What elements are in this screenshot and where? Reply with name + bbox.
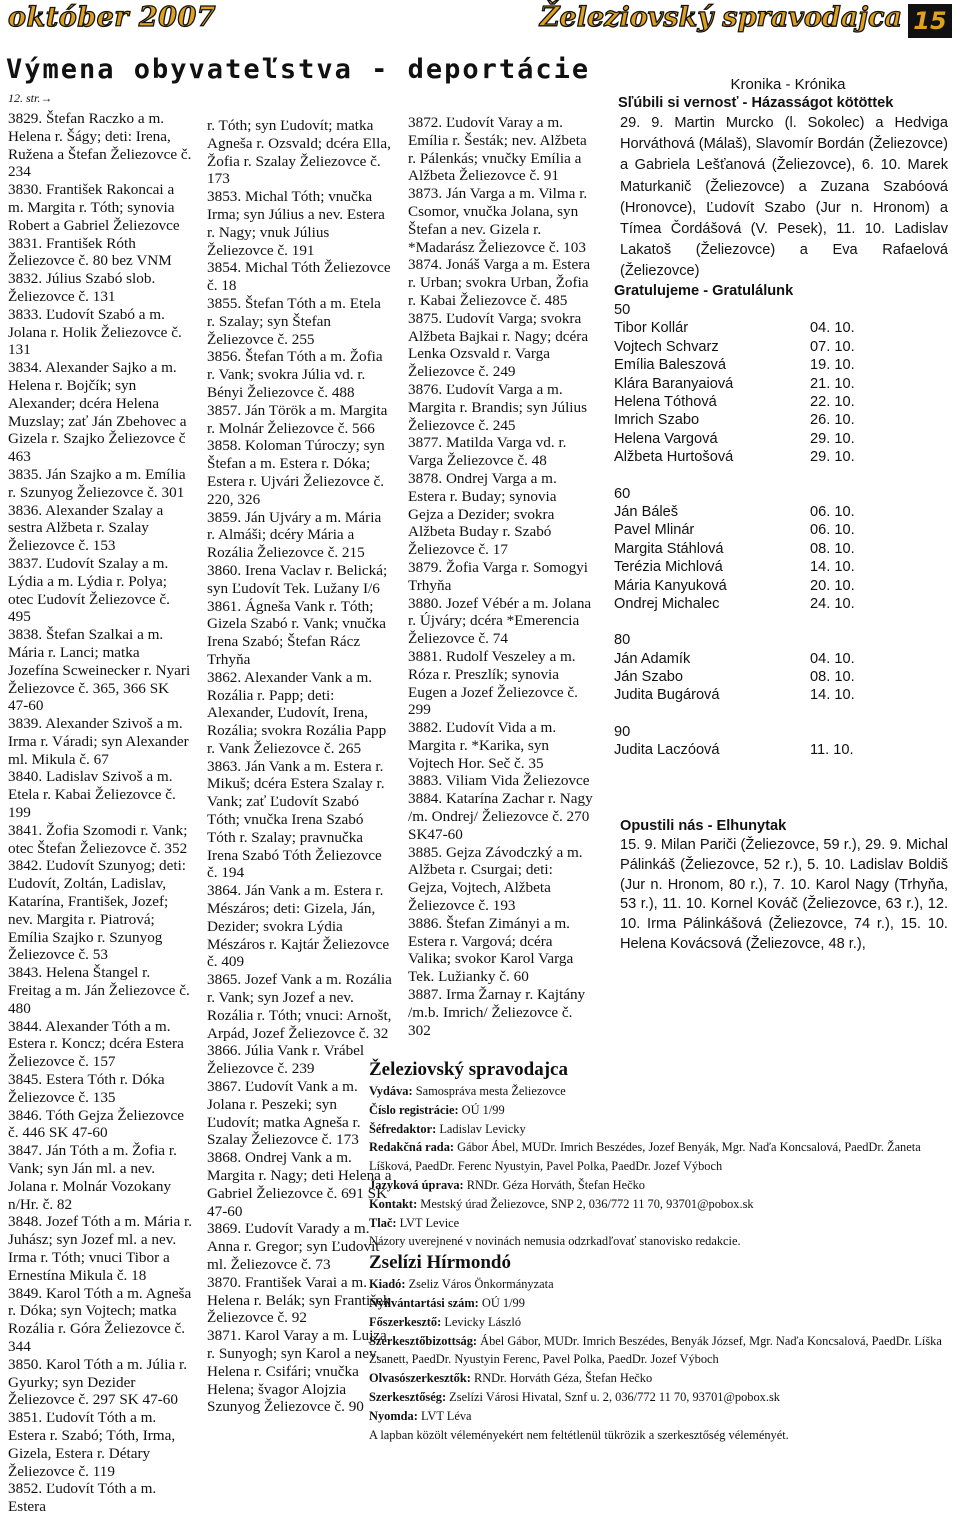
entry-item: 3881. Rudolf Veszeley a m. Róza r. Preszlík; synovia Eugen a Jozef Želiezovce č. 299 [408, 647, 578, 719]
impressum-label: Szerkesztőség: [369, 1389, 447, 1404]
impressum-label: Kontakt: [369, 1196, 418, 1211]
entry-item: 3876. Ľudovít Varga a m. Margita r. Brandis; syn Július Želiezovce č. 245 [408, 380, 588, 434]
birthday-date: 29. 10. [810, 449, 855, 466]
birthday-name: Helena Tóthová [614, 393, 717, 410]
impressum-row [369, 1195, 959, 1214]
entry-item: 3879. Žofia Varga r. Somogyi Trhyňa [408, 558, 588, 594]
birthday-row [614, 319, 948, 337]
entry-item: 3839. Alexander Szivoš a m. Irma r. Váradi; syn Alexander ml. Mikula č. 67 [8, 715, 189, 768]
birthday-row [614, 430, 948, 448]
entry-item: 3845. Estera Tóth r. Dóka Želiezovce č. 135 [8, 1071, 165, 1106]
birthday-date: 04. 10. [810, 320, 855, 337]
weddings-text: 29. 9. Martin Murcko (l. Sokolec) a Hedviga Horváthová (Málaš), Slavomír Bordán (Želiezovce) a Gabriela Lešťanová (Želiezovce), 6. 10. Marek Maturkanič (Želiezovce) a Zuzana Szabóová (Hronovce), Ľudovít Szabo (Jur n. Hronom) a Tímea Čordášová (V. Pesek), 11. 10. Ladislav Lakatoš (Želiezovce) a Eva Rafaelová (Želiezovce) [620, 115, 948, 280]
birthday-name: Imrich Szabo [614, 412, 700, 429]
impressum-label: Szerkesztőbizottság: [369, 1333, 478, 1348]
entry-item: 3868. Ondrej Vank a m. Margita r. Nagy; deti Helena a Gabriel Želiezovce č. 691 SK 47-60 [207, 1149, 392, 1220]
impressum-row [369, 1120, 959, 1139]
impressum-sk-note: Názory uverejnené v novinách nemusia odzrkadľovať stanovisko redakcie. [369, 1234, 741, 1249]
impressum [369, 1058, 959, 1444]
impressum-row [369, 1407, 959, 1426]
entry-item: 3854. Michal Tóth Želiezovce č. 18 [207, 259, 391, 295]
obituaries-text: 15. 9. Milan Pariči (Želiezovce, 59 r.), 29. 9. Michal Pálinkáš (Želiezovce, 52 r.), 5. 10. Ladislav Boldiš (Jur n. Hronom, 80 r.), 7. 10. Karol Nagy (Trhyňa, 53 r.), 11. 10. Kornel Kováč (Želiezovce, 63 r.), 12. 10. Irma Pálinkášová (Želiezovce, 74 r.), 15. 10. Helena Kovácsová (Želiezovce, 48 r.), [620, 837, 948, 952]
page-header [0, 0, 960, 44]
entry-item: 3851. Ľudovít Tóth a m. Estera r. Szabó; Tóth, Irma, Gizela, Estera r. Détary Želiezovce č. 119 [8, 1409, 176, 1480]
entry-item: 3861. Ágneša Vank r. Tóth; Gizela Szabó r. Vank; vnučka Irena Szabó; Štefan Rácz Trhyňa [207, 597, 386, 668]
weddings-heading: Sľúbili si vernosť - Házasságot kötöttek [618, 95, 894, 111]
birthday-date: 08. 10. [810, 540, 855, 557]
birthday-name: Pavel Mlinár [614, 522, 695, 539]
impressum-row [369, 1082, 959, 1101]
impressum-value: RNDr. Horváth Géza, Štefan Hečko [470, 1371, 653, 1386]
birthday-name: Ondrej Michalec [614, 595, 720, 612]
impressum-label: Redakčná rada: [369, 1140, 455, 1155]
birthday-group [614, 301, 948, 467]
entry-item: 3847. Ján Tóth a m. Žofia r. Vank; syn Ján ml. a nev. Jolana r. Molnár Vozokany n/Hr. č. 82 [8, 1142, 177, 1213]
birthday-name: Vojtech Schvarz [614, 338, 719, 355]
birthday-name: Klára Baranyaiová [614, 375, 734, 392]
impressum-label: Nyilvántartási szám: [369, 1295, 479, 1310]
impressum-value: Mestský úrad Želiezovce, SNP 2, 036/772 11 70, 93701@pobox.sk [417, 1196, 754, 1211]
entry-item: 3841. Žofia Szomodi r. Vank; otec Štefan Želiezovce č. 352 [8, 821, 188, 857]
birthday-date: 14. 10. [810, 687, 855, 704]
impressum-row [369, 1388, 959, 1407]
entry-item: 3871. Karol Varay a m. Lujza r. Sunyogh; syn Karol a nev. Helena r. Csifári; vnučka Helena; švagor Alojzia Szunyog Želiezovce č. 90 [207, 1327, 387, 1416]
birthday-row [614, 540, 948, 558]
entry-item: 3843. Helena Štangel r. Freitag a m. Ján Želiezovce č. 480 [8, 964, 190, 1017]
entry-item: 3858. Koloman Túroczy; syn Štefan a m. Estera r. Dóka; Estera r. Ujvári Želiezovce č. 220, 326 [207, 437, 385, 508]
birthday-name: Tibor Kollár [614, 320, 689, 337]
impressum-label: Tlač: [369, 1215, 397, 1230]
impressum-label: Jazyková úprava: [369, 1177, 464, 1192]
impressum-value: Samospráva mesta Želiezovce [412, 1084, 566, 1098]
birthday-row [614, 375, 948, 393]
birthday-date: 26. 10. [810, 412, 855, 429]
entry-item: 3855. Štefan Tóth a m. Etela r. Szalay; syn Štefan Želiezovce č. 255 [207, 294, 381, 348]
birthday-name: Mária Kanyuková [614, 577, 727, 594]
entry-item: r. Tóth; syn Ľudovít; matka Agneša r. Ozsvald; dcéra Ella, Žofia r. Szalay Želiezovce č. 173 [207, 117, 391, 188]
birthday-name: Terézia Michlová [614, 559, 723, 576]
entry-item: 3883. Viliam Vida Želiezovce [408, 772, 590, 790]
birthday-row [614, 595, 948, 613]
impressum-row [369, 1275, 959, 1294]
entry-item: 3873. Ján Varga a m. Vilma r. Csomor, vnučka Jolana, syn Štefan a nev. Gizela r. *Madarász Želiezovce č. 103 [408, 185, 588, 256]
entry-item: 3882. Ľudovít Vida a m. Margita r. *Karika, syn Vojtech Hor. Seč č. 35 [408, 719, 557, 772]
impressum-value: Ábel Gábor, MUDr. Imrich Beszédes, Benyák József, Mgr. Naďa Koncsalová, PaedDr. Líška Zsanett, PaedDr. Nyustyin Ferenc, Pavel Polka, PaedDr. Jozef Výboch [369, 1333, 942, 1367]
impressum-label: Šéfredaktor: [369, 1121, 437, 1136]
entry-item: 3852. Ľudovít Tóth a m. Estera [8, 1480, 157, 1516]
birthday-date: 06. 10. [810, 503, 855, 520]
entry-item: 3885. Gejza Závodczký a m. Alžbeta r. Csurgai; deti: Gejza, Vojtech, Alžbeta Želiezovce č. 193 [408, 843, 583, 915]
page-number: 15 [908, 4, 952, 38]
impressum-sk-title: Železiovský spravodajca [369, 1059, 568, 1080]
entries-column-3 [408, 114, 593, 1039]
entry-item: 3830. František Rakoncai a m. Margita r. Tóth; synovia Robert a Gabriel Želiezovce [8, 181, 180, 234]
entry-item: 3875. Ľudovít Varga; svokra Alžbeta Bajkai r. Nagy; dcéra Lenka Ozsvald r. Varga Želiezovce č. 249 [408, 309, 589, 381]
impressum-hu-rows [369, 1275, 959, 1425]
entry-item: 3848. Jozef Tóth a m. Mária r. Juhász; syn Jozef ml. a nev. Irma r. Tóth; vnuci Tibor a Ernestína Mikula č. 18 [8, 1213, 193, 1284]
continued-from-note: 12. str.→ [8, 91, 53, 105]
entry-item: 3884. Katarína Zachar r. Nagy /m. Ondrej/ Želiezovce č. 270 SK47-60 [408, 790, 593, 843]
entry-item: 3865. Jozef Vank a m. Rozália r. Vank; syn Jozef a nev. Rozália r. Tóth; vnuci: Arnošt, Arpád, Jozef Želiezovce č. 32 [207, 971, 392, 1042]
obituaries-heading: Opustili nás - Elhunytak [620, 818, 787, 834]
birthday-date: 24. 10. [810, 595, 855, 612]
entry-item: 3832. Július Szabó slob. Želiezovce č. 131 [8, 270, 156, 305]
birthday-name: Margita Stáhlová [614, 540, 724, 557]
entry-item: 3836. Alexander Szalay a sestra Alžbeta r. Szalay Želiezovce č. 153 [8, 501, 164, 555]
entry-item: 3867. Ľudovít Vank a m. Jolana r. Peszeki; syn Ľudovít; matka Agneša r. Szalay Želiezovce č. 173 [207, 1078, 361, 1149]
impressum-value: LVT Léva [417, 1408, 472, 1423]
birthdays-list [614, 301, 948, 778]
entry-item: 3838. Štefan Szalkai a m. Mária r. Lanci; matka Jozefína Scweinecker r. Nyari Želiezovce č. 365, 366 SK 47-60 [8, 626, 191, 715]
impressum-label: Vydáva: [369, 1084, 413, 1098]
birthday-row [614, 577, 948, 595]
entry-item: 3864. Ján Vank a m. Estera r. Mészáros; deti: Gizela, Ján, Dezider; svokra Lýdia Mészáros r. Kajtár Želiezovce č. 409 [207, 882, 390, 971]
entry-item: 3831. František Róth Želiezovce č. 80 bez VNM [8, 234, 172, 270]
obituaries [620, 818, 948, 955]
impressum-value: OÚ 1/99 [458, 1102, 505, 1117]
birthday-date: 29. 10. [810, 430, 855, 447]
birthday-date: 20. 10. [810, 577, 855, 594]
impressum-value: Ladislav Levicky [436, 1121, 526, 1136]
entry-item: 3835. Ján Szajko a m. Emília r. Szunyog Želiezovce č. 301 [8, 465, 186, 501]
entry-item: 3846. Tóth Gejza Želiezovce č. 446 SK 47-60 [8, 1106, 184, 1142]
birthday-group [614, 485, 948, 614]
birthday-row [614, 686, 948, 704]
entry-item: 3853. Michal Tóth; vnučka Irma; syn Július a nev. Estera r. Nagy; vnuk Július Želiezovce č. 191 [207, 188, 385, 259]
birthday-age: 50 [614, 302, 631, 318]
birthday-name: Helena Vargová [614, 430, 718, 447]
impressum-value: Levicky László [441, 1314, 522, 1329]
birthday-name: Alžbeta Hurtošová [614, 449, 734, 466]
entry-item: 3834. Alexander Sajko a m. Helena r. Bojčík; syn Alexander; dcéra Helena Muzslay; zať Ján Zbehovec a Gizela r. Szajko Želiezovce č 463 [8, 359, 187, 466]
impressum-value: LVT Levice [396, 1215, 460, 1230]
birthday-date: 14. 10. [810, 559, 855, 576]
birthday-date: 08. 10. [810, 669, 855, 686]
impressum-row [369, 1369, 959, 1388]
entry-item: 3866. Júlia Vank r. Vrábel Želiezovce č. 239 [207, 1042, 365, 1078]
entry-item: 3859. Ján Ujváry a m. Mária r. Almáši; dcéry Mária a Rozália Želiezovce č. 215 [207, 508, 382, 562]
impressum-value: OÚ 1/99 [478, 1295, 525, 1310]
impressum-label: Olvasószerkesztők: [369, 1371, 471, 1386]
birthday-row [614, 338, 948, 356]
entry-item: 3857. Ján Török a m. Margita r. Molnár Želiezovce č. 566 [207, 401, 388, 437]
entry-item: 3874. Jonáš Varga a m. Estera r. Urban; svokra Urban, Žofia r. Kabai Želiezovce č. 485 [408, 256, 591, 309]
issue-date: október 2007 [8, 2, 217, 33]
entry-item: 3849. Karol Tóth a m. Agneša r. Dóka; syn Vojtech; matka Rozália r. Góra Želiezovce č. 344 [8, 1284, 192, 1355]
impressum-row [369, 1294, 959, 1313]
impressum-value: RNDr. Géza Horváth, Štefan Hečko [463, 1177, 645, 1192]
entries-column-2 [207, 117, 392, 1416]
entry-item: 3842. Ľudovít Szunyog; deti: Ľudovít, Zoltán, Ladislav, Katarína, František, Jozef; nev. Margita r. Piatrová; Emília Szajko r. Szunyog Želiezovce č. 53 [8, 857, 187, 964]
impressum-hu-title: Zselízi Hírmondó [369, 1252, 511, 1274]
impressum-label: Kiadó: [369, 1277, 406, 1292]
entry-item: 3880. Jozef Vébér a m. Jolana r. Újváry; dcéra *Emerencia Želiezovce č. 74 [408, 594, 592, 648]
entry-item: 3840. Ladislav Szivoš a m. Etela r. Kabai Želiezovce č. 199 [8, 768, 176, 822]
birthday-name: Emília Baleszová [614, 357, 726, 374]
entry-item: 3887. Irma Žarnay r. Kajtány /m.b. Imrich/ Želiezovce č. 302 [408, 986, 586, 1039]
impressum-row [369, 1101, 959, 1120]
entry-item: 3837. Ľudovít Szalay a m. Lýdia a m. Lýdia r. Polya; otec Ľudovít Želiezovce č. 495 [8, 554, 170, 626]
impressum-row [369, 1332, 959, 1370]
birthday-date: 04. 10. [810, 650, 855, 667]
birthday-name: Ján Báleš [614, 503, 679, 520]
entry-item: 3877. Matilda Varga vd. r. Varga Želiezovce č. 48 [408, 434, 567, 470]
impressum-label: Nyomda: [369, 1408, 418, 1423]
impressum-hu-note: A lapban közölt véleményekért nem feltétlenül tükrözik a szerkesztőség véleményét. [369, 1427, 789, 1442]
entry-item: 3886. Štefan Zimányi a m. Estera r. Vargová; dcéra Valika; svokor Karol Varga Tek. Lužianky č. 60 [408, 914, 574, 986]
entry-item: 3870. František Varai a m. Helena r. Belák; syn František Želiezovce č. 92 [207, 1273, 391, 1327]
kronika-title: Kronika - Krónika [730, 76, 846, 93]
impressum-value: Zseliz Város Önkormányzata [405, 1277, 554, 1292]
publication-name: Železiovský spravodajca [539, 2, 902, 33]
entry-item: 3863. Ján Vank a m. Estera r. Mikuš; dcéra Estera Szalay r. Vank; zať Ľudovít Szabó Tóth; vnučka Irena Szabó Tóth r. Szalay; pravnučka Irena Szabó Tóth Želiezovce č. 194 [207, 757, 385, 882]
entry-item: 3856. Štefan Tóth a m. Žofia r. Vank; svokra Júlia vd. r. Bényi Želiezovce č. 488 [207, 348, 383, 401]
birthday-age: 90 [614, 723, 631, 740]
impressum-label: Číslo registrácie: [369, 1102, 459, 1117]
impressum-row [369, 1176, 959, 1195]
birthday-date: 11. 10. [810, 742, 854, 759]
birthday-name: Ján Adamík [614, 650, 691, 667]
impressum-row [369, 1313, 959, 1332]
birthday-row [614, 668, 948, 686]
birthday-date: 21. 10. [810, 375, 855, 392]
entry-item: 3850. Karol Tóth a m. Júlia r. Gyurky; syn Dezider Želiezovce č. 297 SK 47-60 [8, 1355, 187, 1409]
birthday-row [614, 503, 948, 521]
birthday-name: Judita Bugárová [614, 687, 720, 704]
birthday-age: 80 [614, 632, 631, 649]
impressum-sk-rows [369, 1082, 959, 1232]
entry-item: 3844. Alexander Tóth a m. Estera r. Koncz; dcéra Estera Želiezovce č. 157 [8, 1017, 184, 1071]
entry-item: 3862. Alexander Vank a m. Rozália r. Papp; deti: Alexander, Ľudovít, Irena, Rozália; svokra Rozália Papp r. Vank Želiezovce č. 265 [207, 668, 387, 757]
birthday-group [614, 723, 948, 760]
impressum-row [369, 1138, 959, 1176]
birthday-row [614, 521, 948, 539]
birthday-row [614, 650, 948, 668]
entry-item: 3872. Ľudovít Varay a m. Emília r. Šesták; nev. Alžbeta r. Pálenkás; vnučky Emília a Alžbeta Želiezovce č. 91 [408, 114, 587, 185]
birthday-row [614, 356, 948, 374]
entry-item: 3878. Ondrej Varga a m. Estera r. Buday; synovia Gejza a Dezider; svokra Alžbeta Buday r. Szabó Želiezovce č. 17 [408, 469, 557, 559]
impressum-row [369, 1214, 959, 1233]
birthday-date: 06. 10. [810, 522, 855, 539]
birthday-date: 19. 10. [810, 357, 855, 374]
birthday-date: 07. 10. [810, 338, 855, 355]
entry-item: 3860. Irena Vaclav r. Belická; syn Ľudovít Tek. Lužany I/6 [207, 561, 388, 597]
entry-item: 3833. Ľudovít Szabó a m. Jolana r. Holik Želiezovce č. 131 [8, 305, 182, 359]
entries-column-1 [8, 110, 193, 1516]
impressum-value: Zselízi Városi Hivatal, Sznf u. 2, 036/772 11 70, 93701@pobox.sk [446, 1389, 780, 1404]
birthday-row [614, 558, 948, 576]
birthdays-heading: Gratulujeme - Gratulálunk [614, 283, 794, 299]
impressum-label: Főszerkesztő: [369, 1314, 442, 1329]
birthday-name: Judita Laczóová [614, 742, 720, 759]
birthday-row [614, 741, 948, 759]
birthday-age: 60 [614, 485, 631, 502]
entry-item: 3869. Ľudovít Varady a m. Anna r. Gregor; syn Ľudovít ml. Želiezovce č. 73 [207, 1220, 380, 1273]
birthday-group [614, 631, 948, 705]
entry-item: 3829. Štefan Raczko a m. Helena r. Šágy; deti: Irena, Ružena a Štefan Želiezovce č. 234 [8, 110, 192, 181]
birthday-row [614, 448, 948, 466]
section-title: Výmena obyvateľstva - deportácie [6, 54, 591, 85]
impressum-value: Gábor Ábel, MUDr. Imrich Beszédes, Jozef Benyák, Mgr. Naďa Koncsalová, PaedDr. Žaneta Líšková, PaedDr. Ferenc Nyustyin, Pavel Polka, PaedDr. Jozef Výboch [369, 1140, 921, 1174]
birthday-row [614, 411, 948, 429]
birthday-date: 22. 10. [810, 393, 855, 410]
birthday-name: Ján Szabo [614, 669, 683, 686]
birthday-row [614, 393, 948, 411]
kronika-box [614, 76, 948, 283]
